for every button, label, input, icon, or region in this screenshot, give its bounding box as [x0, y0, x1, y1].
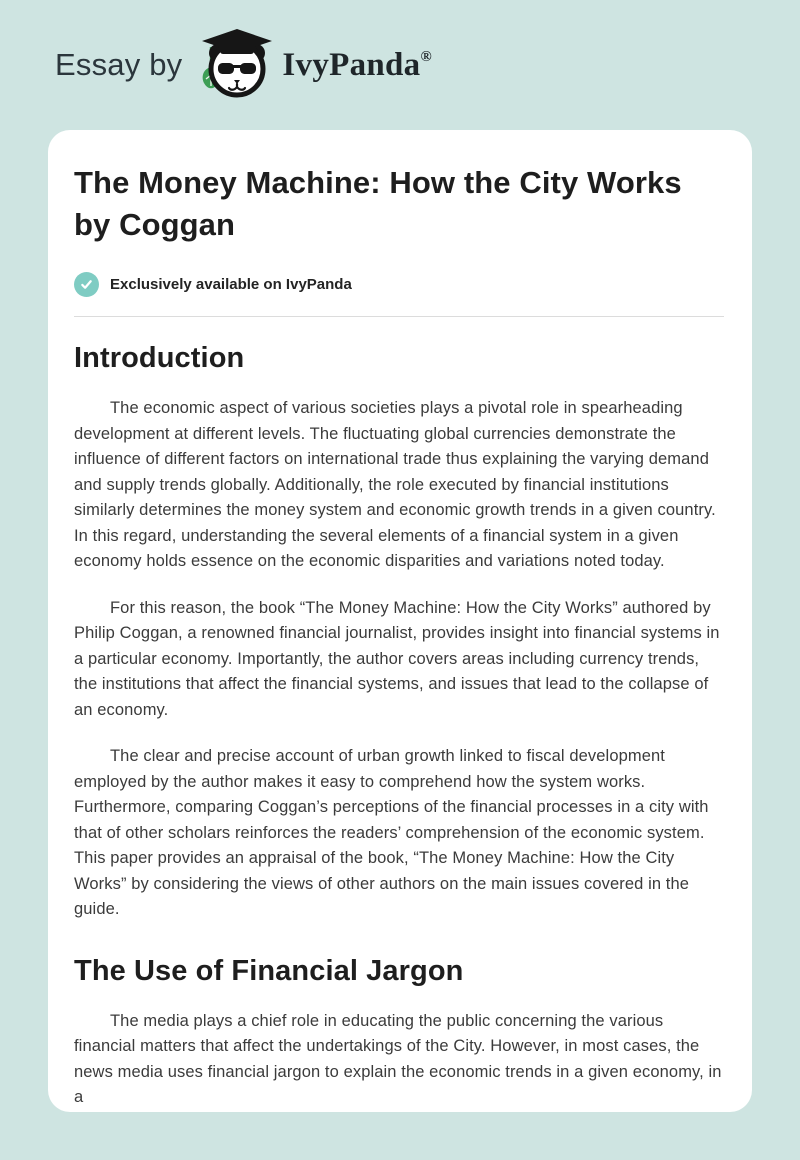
paragraph: The clear and precise account of urban growth linked to fiscal development employed by the author makes it easy to comprehend how the system works. Furthermore, comparing Coggan’s perceptions of the financial processes in a city with that of other scholars reinforces the readers’ comprehension of the economic system. This paper provides an appraisal of the book, “The Money Machine: How the City Works” by considering the views of other authors on the main issues covered in the guide. — [74, 747, 709, 919]
essay-by-label: Essay by — [55, 47, 183, 82]
paragraph: For this reason, the book “The Money Machine: How the City Works” authored by Philip Coggan, a renowned financial journalist, provides insight into financial systems in a particular economy. Importantly, the author covers areas including currency trends, the institutions that affect the financial systems, and issues that lead to the collapse of an economy. — [74, 598, 720, 719]
check-icon — [74, 272, 99, 297]
site-header — [0, 0, 800, 130]
section-heading-financial-jargon: The Use of Financial Jargon — [74, 954, 464, 987]
badge-label: Exclusively available on IvyPanda — [110, 276, 352, 294]
essay-title: The Money Machine: How the City Works by Coggan — [74, 165, 682, 243]
paragraph: The media plays a chief role in educating the public concerning the various financial matters that affect the undertakings of the City. However, in most cases, the news media uses financial jargon to explain the economic trends in a given economy, in a — [74, 1011, 722, 1107]
section-heading-introduction: Introduction — [74, 342, 245, 375]
exclusive-badge — [74, 272, 724, 297]
registered-mark: ® — [420, 48, 432, 65]
brand-name: IvyPanda® — [282, 46, 432, 83]
paragraph: The economic aspect of various societies plays a pivotal role in spearheading development at different levels. The fluctuating global currencies demonstrate the influence of different factors on international trade thus explaining the varying demand and supply trends globally. Additionally, the role executed by financial institutions similarly determines the money system and economic growth trends in a given country. In this regard, understanding the several elements of a financial system in a given economy holds essence on the economic disparities and variations noted today. — [74, 399, 716, 571]
divider — [74, 316, 724, 317]
panda-graduate-icon — [196, 27, 274, 103]
essay-card — [48, 130, 752, 1112]
ivypanda-logo-link[interactable] — [196, 27, 432, 103]
